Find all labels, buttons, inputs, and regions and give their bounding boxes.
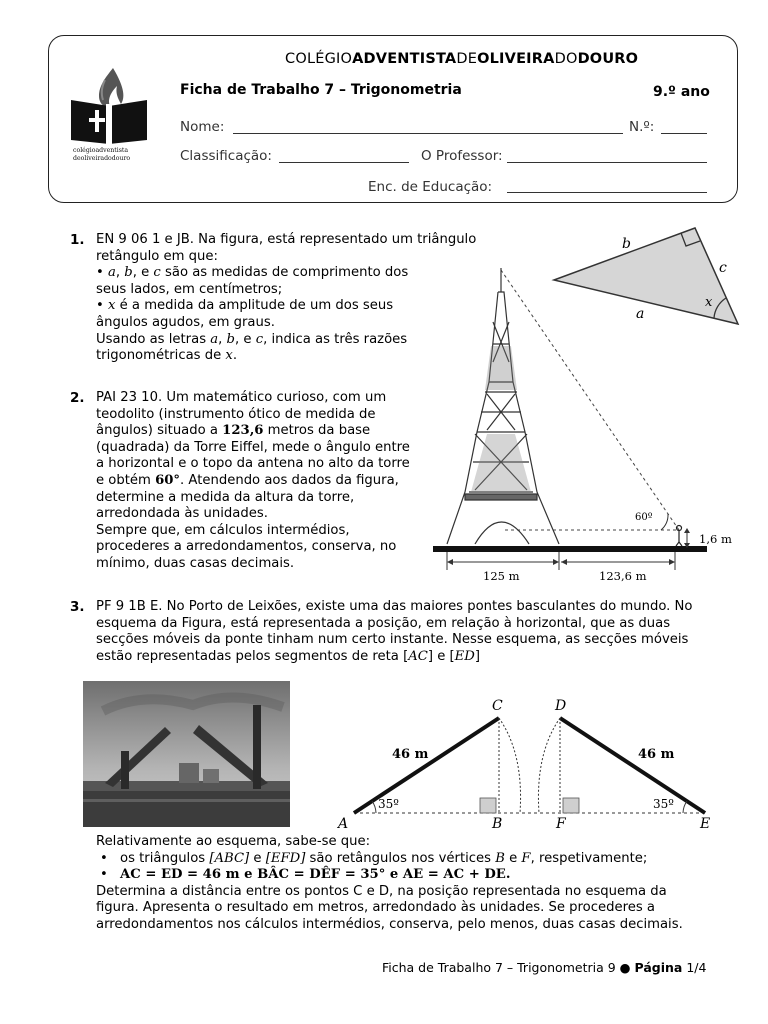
teacher-field[interactable] xyxy=(507,162,707,163)
grade-label: 9.º ano xyxy=(653,84,710,100)
right-angle-F xyxy=(563,798,579,813)
classification-label: Classificação: xyxy=(180,148,272,164)
name-label: Nome: xyxy=(180,119,225,135)
bridge-diagram xyxy=(330,694,720,836)
svg-text:A: A xyxy=(338,816,349,832)
sheet-title: Ficha de Trabalho 7 – Trigonometria xyxy=(180,82,462,98)
q2-text: PAI 23 10. Um matemático curioso, com um teodolito (instrumento ótico de medida de ângulos) situado a 123,6 metros da base (quadrada) da Torre Eiffel, mede o ângulo entre a horizontal e o topo da antena no alto da torre e obtém 60°. Atendendo aos dados da figura, determine a medida da altura da torre, arredondada às unidades. Sempre que, em cálculos intermédios, procederes a arredondamentos, conserva, no mínimo, duas casas decimais. xyxy=(96,390,410,571)
svg-text:F: F xyxy=(556,816,566,832)
svg-text:1,6 m: 1,6 m xyxy=(699,532,732,546)
svg-text:125 m: 125 m xyxy=(483,569,520,583)
segment-ED xyxy=(560,718,705,813)
svg-text:46 m: 46 m xyxy=(392,747,429,762)
number-field[interactable] xyxy=(661,133,707,134)
q1-number: 1. xyxy=(70,232,85,248)
ground-bar xyxy=(433,546,707,552)
q3-known: Relativamente ao esquema, sabe-se que: • os triângulos [ABC] e [EFD] são retângulos nos vértices B e F, respetivamente; • AC = ED = 46 m e BÂC = DÊF = 35° e AE = AC + DE. Determina a distância entre os pontos C e D, na posição representada no esquema da figura. Apresenta o resultado em metros, arredondado às unidades. Se procederes a arredondamentos nos cálculos intermédios, conserva, pelo menos, duas casas decimais. xyxy=(96,834,696,934)
segment-AC xyxy=(354,718,499,813)
right-angle-B xyxy=(480,798,496,813)
name-field[interactable] xyxy=(233,133,623,134)
svg-text:46 m: 46 m xyxy=(638,747,675,762)
bridge-photo xyxy=(83,681,290,827)
header-box xyxy=(48,35,738,203)
label-a: a xyxy=(636,306,645,322)
svg-text:60º: 60º xyxy=(635,512,653,523)
svg-text:deoliveiradodouro: deoliveiradodouro xyxy=(73,155,131,162)
page-footer: Ficha de Trabalho 7 – Trigonometria 9 ● Página 1/4 xyxy=(382,960,707,975)
guardian-field[interactable] xyxy=(507,192,707,193)
eiffel-tower-figure xyxy=(425,262,765,584)
svg-text:123,6 m: 123,6 m xyxy=(599,569,647,583)
teacher-label: O Professor: xyxy=(421,148,503,164)
svg-text:B: B xyxy=(492,816,503,832)
svg-text:35º: 35º xyxy=(378,797,399,811)
guardian-label: Enc. de Educação: xyxy=(368,179,493,195)
q1-text: EN 9 06 1 e JB. Na figura, está representado um triângulo retângulo em que: • a, b, e c são as medidas de comprimento dos seus lados, em centímetros; • x é a medida da amplitude de um dos seus ângulos agudos, em graus. Usando as letras a, b, e c, indica as três razões trigonométricas de x. xyxy=(96,232,477,364)
label-b: b xyxy=(622,236,631,252)
q3-intro: PF 9 1B E. No Porto de Leixões, existe uma das maiores pontes basculantes do mundo. No esquema da Figura, está representada a posição, em relação à horizontal, que as duas secções móveis da ponte tinham num certo instante. Nesse esquema, as secções móveis estão representadas pelos segmentos de reta [AC] e [ED] xyxy=(96,599,693,664)
eiffel-tower xyxy=(447,268,559,544)
svg-text:D: D xyxy=(555,698,567,714)
number-label: N.º: xyxy=(629,119,655,135)
classification-field[interactable] xyxy=(279,162,409,163)
q2-number: 2. xyxy=(70,390,85,406)
svg-text:E: E xyxy=(700,816,711,832)
svg-text:35º: 35º xyxy=(653,797,674,811)
school-logo xyxy=(69,64,149,164)
svg-text:C: C xyxy=(492,698,503,714)
label-c: c xyxy=(719,260,727,276)
svg-text:colégioadventista: colégioadventista xyxy=(73,147,129,154)
q3-number: 3. xyxy=(70,599,85,615)
school-name: COLÉGIOADVENTISTADEOLIVEIRADODOURO xyxy=(285,51,639,67)
person-with-theodolite xyxy=(676,526,682,547)
label-x: x xyxy=(705,295,713,310)
